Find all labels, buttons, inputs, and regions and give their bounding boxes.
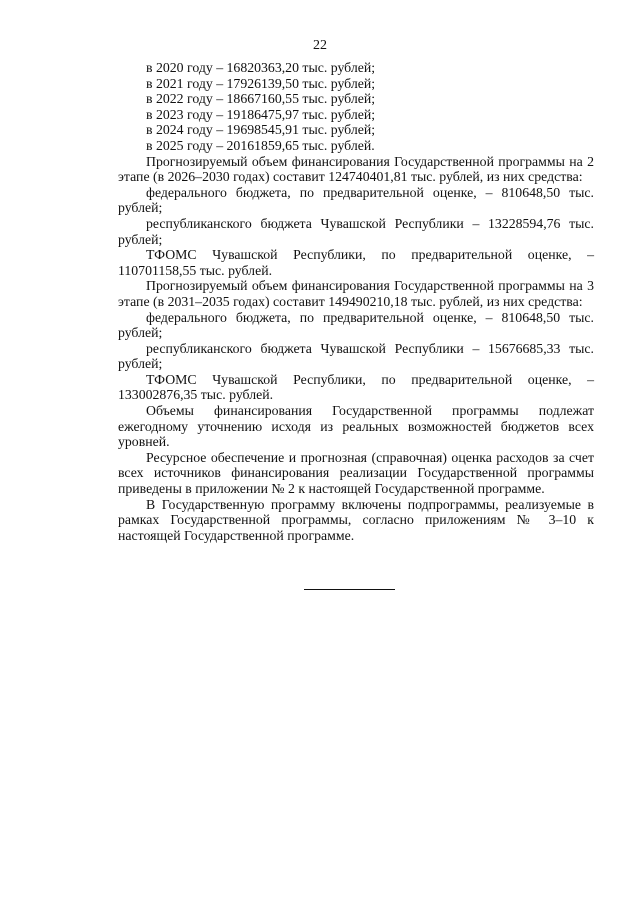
end-separator-line	[304, 589, 395, 590]
year-line-2021: в 2021 году – 17926139,50 тыс. рублей;	[146, 75, 376, 91]
stage2-federal: федерального бюджета, по предварительной оценке, – 810648,50 тыс. рублей;	[118, 184, 594, 216]
year-line-2025: в 2025 году – 20161859,65 тыс. рублей.	[146, 137, 375, 153]
stage3-federal: федерального бюджета, по предварительной оценке, – 810648,50 тыс. рублей;	[118, 309, 594, 341]
stage3-republic: республиканского бюджета Чувашской Республики – 15676685,33 тыс. рублей;	[118, 340, 594, 372]
closing-paragraph-3: В Государственную программу включены подпрограммы, реализуемые в рамках Государственной программы, согласно приложениям № 3–10 к настоящей Государственной программе.	[118, 496, 594, 543]
closing-paragraph-2: Ресурсное обеспечение и прогнозная (справочная) оценка расходов за счет всех источников финансирования реализации Государственной программы приведены в приложении № 2 к настоящей Государственной программе.	[118, 449, 594, 497]
stage3-intro: Прогнозируемый объем финансирования Государственной программы на 3 этапе (в 2031–2035 годах) составит 149490210,18 тыс. рублей, из них средства:	[118, 278, 594, 309]
year-line-2022: в 2022 году – 18667160,55 тыс. рублей;	[146, 91, 376, 107]
page-number: 22	[313, 38, 327, 53]
stage2-tfoms: ТФОМС Чувашской Республики, по предварительной оценке, – 110701158,55 тыс. рублей.	[118, 247, 594, 278]
stage3-tfoms: ТФОМС Чувашской Республики, по предварительной оценке, – 133002876,35 тыс. рублей.	[118, 371, 594, 403]
year-line-2020: в 2020 году – 16820363,20 тыс. рублей;	[146, 60, 376, 75]
stage2-republic: республиканского бюджета Чувашской Республики – 13228594,76 тыс. рублей;	[118, 215, 594, 247]
closing-paragraph-1: Объемы финансирования Государственной программы подлежат ежегодному уточнению исходя из реальных возможностей бюджетов всех уровней.	[118, 403, 594, 450]
year-line-2023: в 2023 году – 19186475,97 тыс. рублей;	[146, 106, 376, 122]
year-line-2024: в 2024 году – 19698545,91 тыс. рублей;	[146, 122, 376, 138]
page-body	[118, 60, 594, 543]
stage2-intro: Прогнозируемый объем финансирования Государственной программы на 2 этапе (в 2026–2030 годах) составит 124740401,81 тыс. рублей, из них средства:	[118, 153, 594, 185]
